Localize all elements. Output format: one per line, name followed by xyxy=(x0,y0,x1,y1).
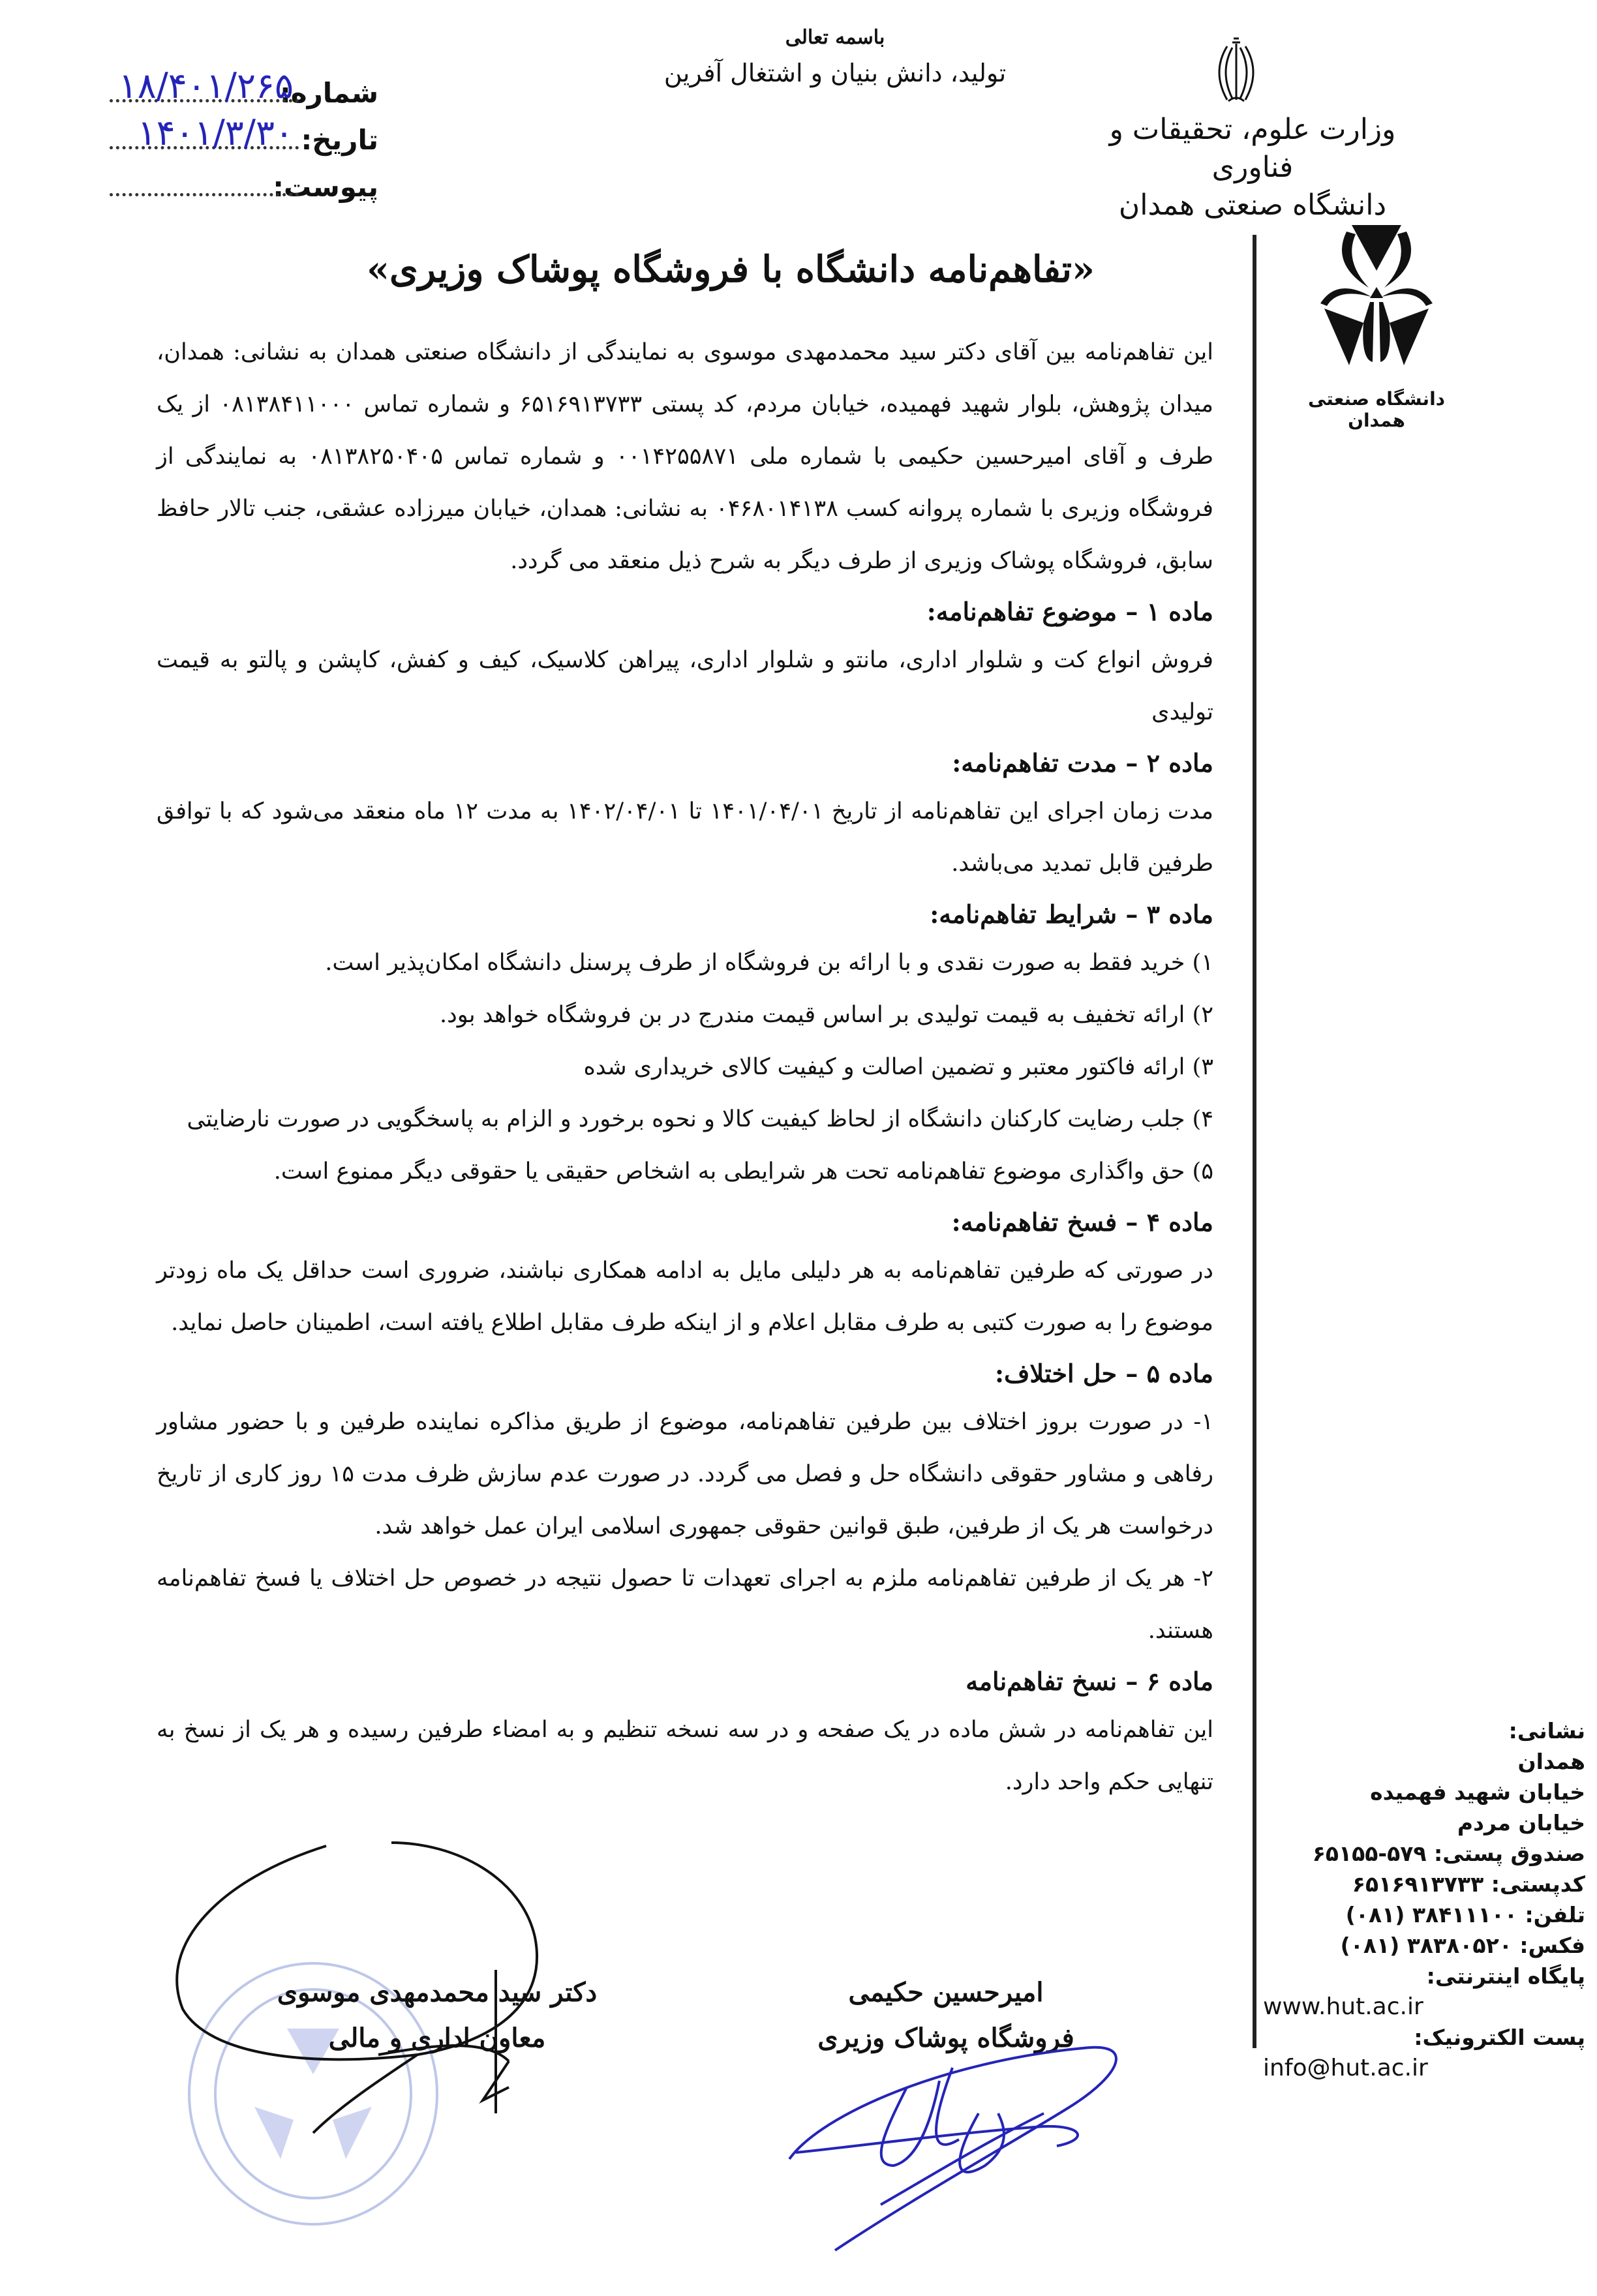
attachment-label: پیوست: xyxy=(273,171,378,203)
article-heading: ماده ۱ – موضوع تفاهم‌نامه: xyxy=(926,597,1213,626)
article-paragraph: فروش انواع کت و شلوار اداری، مانتو و شلوار اداری، پیراهن کلاسیک، کیف و کفش، کاپشن و پالتو به قیمت تولیدی xyxy=(157,647,1213,725)
article-paragraph: ۲- هر یک از طرفین تفاهم‌نامه ملزم به اجرای تعهدات تا حصول نتیجه در خصوص حل اختلاف یا فسخ تفاهم‌نامه هستند. xyxy=(157,1565,1213,1644)
bismillah-heading: باسمه تعالی xyxy=(785,26,885,49)
postal-code: کدپستی: ۶۵۱۶۹۱۳۷۳۳ xyxy=(1352,1871,1585,1897)
condition-item: ۳) ارائه فاکتور معتبر و تضمین اصالت و کیفیت کالای خریداری شده xyxy=(583,1054,1213,1080)
address-street-1: خیابان شهید فهمیده xyxy=(1370,1779,1585,1805)
university-name: دانشگاه صنعتی همدان xyxy=(1118,189,1387,222)
condition-item: ۲) ارائه تخفیف به قیمت تولیدی بر اساس قیمت مندرج در بن فروشگاه خواهد بود. xyxy=(440,1002,1213,1028)
website-label: پایگاه اینترنتی: xyxy=(1426,1963,1585,1989)
article-3 xyxy=(157,892,1213,1198)
article-heading: ماده ۲ – مدت تفاهم‌نامه: xyxy=(952,748,1213,778)
logo-caption: دانشگاه صنعتی همدان xyxy=(1307,388,1446,431)
signatory-title: معاون اداری و مالی xyxy=(328,2023,546,2053)
article-6 xyxy=(157,1659,1213,1808)
article-paragraph: مدت زمان اجرای این تفاهم‌نامه از تاریخ ۱۴۰۱/۰۴/۰۱ تا ۱۴۰۲/۰۴/۰۱ به مدت ۱۲ ماه منعقد می‌شود که با توافق طرفین قابل تمدید می‌باشد. xyxy=(157,798,1213,877)
motto-line: تولید، دانش بنیان و اشتغال آفرین xyxy=(663,59,1007,87)
article-heading: ماده ۶ – نسخ تفاهم‌نامه xyxy=(966,1667,1213,1696)
email-link[interactable]: info@hut.ac.ir xyxy=(1263,2055,1428,2081)
ministry-name: وزارت علوم، تحقیقات و فناوری xyxy=(1109,113,1396,184)
signatory-name: دکتر سید محمدمهدی موسوی xyxy=(277,1977,598,2008)
article-heading: ماده ۵ – حل اختلاف: xyxy=(995,1359,1213,1388)
article-paragraph: ۱- در صورت بروز اختلاف بین طرفین تفاهم‌نامه، موضوع از طریق مذاکره نماینده طرفین و با حضور مشاور رفاهی و مشاور حقوقی دانشگاه حل و فصل می گردد. در صورت عدم سازش ظرف مدت ۱۵ روز کاری از تاریخ درخواست هر یک از طرفین، طبق قوانین حقوقی جمهوری اسلامی ایران عمل خواهد شد. xyxy=(157,1409,1213,1539)
ministry-header xyxy=(1070,111,1435,224)
reference-attachment-row xyxy=(39,159,378,206)
email-label: پست الکترونیک: xyxy=(1414,2025,1585,2050)
article-heading: ماده ۳ – شرایط تفاهم‌نامه: xyxy=(930,899,1213,929)
address-label: نشانی: xyxy=(1508,1718,1585,1744)
signature-store-icon xyxy=(783,2035,1148,2296)
document-body xyxy=(157,326,1213,1808)
condition-item: ۴) جلب رضایت کارکنان دانشگاه از لحاظ کیفیت کالا و نحوه برخورد و الزام به پاسخگویی در صورت نارضایتی xyxy=(187,1106,1213,1132)
po-box: صندوق پستی: ۵۷۹-۶۵۱۵۵ xyxy=(1312,1841,1585,1866)
reference-block xyxy=(39,65,378,206)
contact-info xyxy=(1259,1715,1585,2083)
article-paragraph: در صورتی که طرفین تفاهم‌نامه به هر دلیلی مایل به ادامه همکاری نباشند، ضروری است حداقل یک ماه زودتر موضوع را به صورت کتبی به طرف مقابل اعلام و از اینکه طرف مقابل اطلاع یافته است، اطمینان حاصل نماید. xyxy=(157,1258,1213,1336)
article-2 xyxy=(157,741,1213,890)
address-city: همدان xyxy=(1517,1749,1585,1774)
university-logo-icon xyxy=(1318,225,1435,365)
article-5 xyxy=(157,1352,1213,1657)
vertical-divider xyxy=(1253,235,1256,2048)
condition-item: ۵) حق واگذاری موضوع تفاهم‌نامه تحت هر شرایطی به اشخاص حقیقی یا حقوقی دیگر ممنوع است. xyxy=(273,1158,1213,1185)
signatory-title: فروشگاه پوشاک وزیری xyxy=(817,2023,1074,2053)
fax: فکس: ۳۸۳۸۰۵۲۰ (۰۸۱) xyxy=(1340,1933,1585,1958)
website-link[interactable]: www.hut.ac.ir xyxy=(1263,1993,1423,2020)
article-heading: ماده ۴ – فسخ تفاهم‌نامه: xyxy=(951,1207,1213,1237)
dotted-line xyxy=(110,193,299,196)
date-value: ۱۴۰۱/۳/۳۰ xyxy=(137,112,294,153)
article-1 xyxy=(157,590,1213,738)
article-4 xyxy=(157,1200,1213,1349)
number-value: ۱۸/۴۰۱/۲۶۵ xyxy=(118,65,294,106)
signatory-name: امیرحسین حکیمی xyxy=(848,1977,1044,2008)
intro-paragraph: این تفاهم‌نامه بین آقای دکتر سید محمدمهدی موسوی به نمایندگی از دانشگاه صنعتی همدان به نشانی: همدان، میدان پژوهش، بلوار شهید فهمیده، خیابان مردم، کد پستی ۶۵۱۶۹۱۳۷۳۳ و شماره تماس ۰۸۱۳۸۴۱۱۰۰۰ از یک طرف و آقای امیرحسین حکیمی با شماره ملی ۰۰۱۴۲۵۵۸۷۱ و شماره تماس ۰۸۱۳۸۲۵۰۴۰۵ به نمایندگی از فروشگاه وزیری با شماره پروانه کسب ۰۴۶۸۰۱۴۱۳۸ به نشانی: همدان، خیابان میرزاده عشقی، جنب تالار حافظ سابق، فروشگاه پوشاک وزیری از طرف دیگر به شرح ذیل منعقد می گردد. xyxy=(157,339,1213,574)
iran-emblem-icon xyxy=(1210,36,1262,108)
date-label: تاریخ: xyxy=(301,124,378,156)
phone: تلفن: ۳۸۴۱۱۱۰۰ (۰۸۱) xyxy=(1345,1902,1585,1927)
reference-date-row xyxy=(39,112,378,159)
reference-number-row xyxy=(39,65,378,112)
number-label: شماره: xyxy=(280,77,378,109)
condition-item: ۱) خرید فقط به صورت نقدی و با ارائه بن فروشگاه از طرف پرسنل دانشگاه امکان‌پذیر است. xyxy=(325,950,1213,976)
signature-university-icon xyxy=(144,1839,639,2139)
article-paragraph: این تفاهم‌نامه در شش ماده در یک صفحه و در سه نسخه تنظیم و به امضاء طرفین رسیده و هر یک از نسخ به تنهایی حکم واحد دارد. xyxy=(157,1717,1213,1795)
document-title: «تفاهم‌نامه دانشگاه با فروشگاه پوشاک وزیری» xyxy=(367,248,1095,291)
address-street-2: خیابان مردم xyxy=(1457,1810,1585,1835)
